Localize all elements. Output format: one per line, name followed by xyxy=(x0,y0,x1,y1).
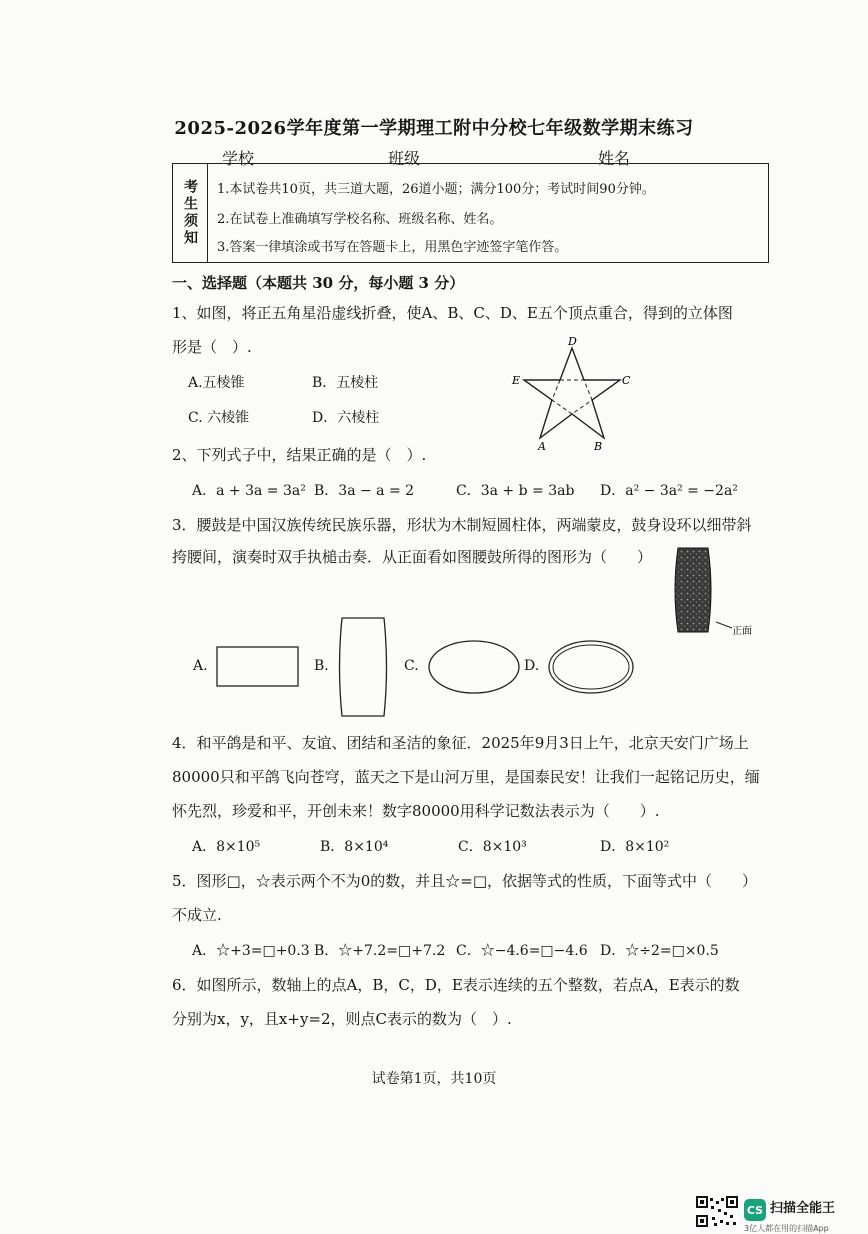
q3-option-d-label: D. xyxy=(524,658,540,674)
q4-stem-line2: 80000只和平鸽飞向苍穹，蓝天之下是山河万里，是国泰民安！让我们一起铭记历史，缅 xyxy=(172,768,760,786)
q3-option-a-label: A. xyxy=(193,658,208,674)
front-label: 正面 xyxy=(732,626,752,637)
scanner-tagline: 3亿人都在用的扫描App xyxy=(744,1224,829,1233)
qr-code-icon xyxy=(696,1196,738,1227)
q3-option-d-double-ellipse xyxy=(546,639,636,695)
front-arrow xyxy=(716,622,732,628)
q6-stem-line1: 6．如图所示，数轴上的点A，B，C，D，E表示连续的五个整数，若点A，E表示的数 xyxy=(172,976,740,994)
q4-option-b: B．8×10⁴ xyxy=(320,839,389,855)
q3-option-b-drum-shape xyxy=(336,616,390,718)
page-footer: 试卷第1页，共10页 xyxy=(371,1071,497,1087)
q2-stem: 2、下列式子中，结果正确的是（ ）. xyxy=(172,446,427,464)
school-label: 学校 xyxy=(222,149,255,168)
star-label-d: D xyxy=(568,335,577,348)
star-label-a: A xyxy=(538,440,546,452)
school-blank xyxy=(254,149,336,164)
section-title: 一、选择题（本题共 30 分，每小题 3 分） xyxy=(172,274,465,292)
name-label: 姓名 xyxy=(598,149,631,168)
notice-line-1: 1.本试卷共10页，共三道大题，26道小题；满分100分；考试时间90分钟。 xyxy=(217,182,655,197)
q4-option-c: C．8×10³ xyxy=(458,839,527,855)
q5-option-c: C．☆−4.6=□−4.6 xyxy=(456,943,588,959)
class-label: 班级 xyxy=(388,149,421,168)
notice-line-3: 3.答案一律填涂或书写在答题卡上，用黑色字迹签字笔作答。 xyxy=(217,240,568,255)
q1-option-a: A.五棱锥 xyxy=(188,375,245,391)
star-label-c: C xyxy=(622,374,631,387)
q2-option-b: B．3a − a = 2 xyxy=(314,483,415,499)
q5-stem-line2: 不成立. xyxy=(172,906,222,924)
notice-side-label: 考生须知 xyxy=(173,164,208,262)
q1-option-b: B．五棱柱 xyxy=(312,375,379,391)
exam-notice-box xyxy=(172,163,769,263)
waist-drum-figure xyxy=(668,544,764,638)
q5-stem-line1: 5．图形□，☆表示两个不为0的数，并且☆=□，依据等式的性质，下面等式中（ ） xyxy=(172,872,758,890)
drum-body xyxy=(675,548,711,632)
q1-option-c: C. 六棱锥 xyxy=(188,410,250,426)
notice-line-2: 2.在试卷上准确填写学校名称、班级名称、姓名。 xyxy=(217,212,503,227)
q2-option-d: D．a² − 3a² = −2a² xyxy=(600,483,738,499)
q1-stem-line1: 1、如图，将正五角星沿虚线折叠，使A、B、C、D、E五个顶点重合，得到的立体图 xyxy=(172,304,733,322)
q1-option-d: D．六棱柱 xyxy=(312,410,380,426)
q4-option-d: D．8×10² xyxy=(600,839,670,855)
camscanner-logo-icon: CS xyxy=(744,1199,766,1221)
q5-option-d: D．☆÷2=□×0.5 xyxy=(600,943,719,959)
q1-stem-line2: 形是（ ）. xyxy=(172,338,252,356)
name-blank xyxy=(630,149,718,164)
q5-option-a: A．☆+3=□+0.3 xyxy=(192,943,310,959)
q3-stem-line2: 挎腰间，演奏时双手执槌击奏．从正面看如图腰鼓所得的图形为（ ） xyxy=(172,548,653,566)
class-blank xyxy=(420,149,530,164)
q4-stem-line1: 4．和平鸽是和平、友谊、团结和圣洁的象征．2025年9月3日上午，北京天安门广场上 xyxy=(172,734,749,752)
q2-option-c: C．3a + b = 3ab xyxy=(456,483,575,499)
scanner-brand: 扫描全能王 xyxy=(770,1201,836,1216)
q1-star-figure xyxy=(510,334,640,452)
star-label-b: B xyxy=(594,440,603,452)
star-fold-lines xyxy=(552,380,592,414)
q6-stem-line2: 分别为x，y，且x+y=2，则点C表示的数为（ ）. xyxy=(172,1010,512,1028)
q5-option-b: B．☆+7.2=□+7.2 xyxy=(314,943,446,959)
q2-option-a: A．a + 3a = 3a² xyxy=(192,483,306,499)
page-title: 2025-2026学年度第一学期理工附中分校七年级数学期末练习 xyxy=(174,118,694,139)
q3-option-a-rectangle xyxy=(216,646,300,688)
q3-option-c-ellipse xyxy=(426,639,522,695)
q3-option-b-label: B. xyxy=(314,658,329,674)
q3-option-c-label: C. xyxy=(404,658,419,674)
q3-stem-line1: 3．腰鼓是中国汉族传统民族乐器，形状为木制短圆柱体，两端蒙皮，鼓身设环以细带斜 xyxy=(172,516,752,534)
star-label-e: E xyxy=(512,374,521,387)
q4-option-a: A．8×10⁵ xyxy=(192,839,261,855)
star-outline xyxy=(524,348,620,438)
q4-stem-line3: 怀先烈，珍爱和平，开创未来！数字80000用科学记数法表示为（ ）. xyxy=(172,802,660,820)
